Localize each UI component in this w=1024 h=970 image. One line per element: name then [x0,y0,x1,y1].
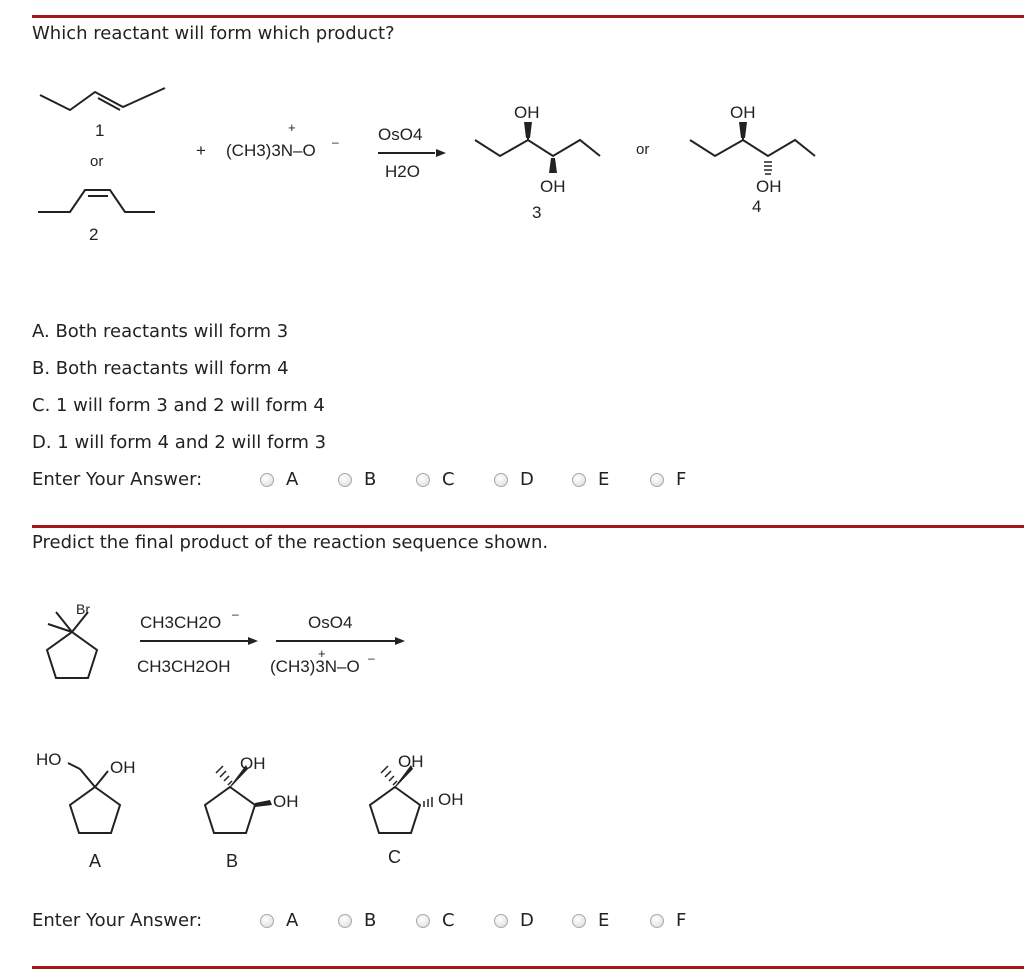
or-products: or [636,141,650,158]
choice-b: B. Both reactants will form 4 [32,358,289,379]
q2-option-a[interactable]: A [260,910,316,931]
reagent-h2o: H2O [385,162,420,181]
radio-button[interactable] [572,914,586,928]
question2-answer-row [32,910,728,931]
svg-text:+: + [288,120,296,135]
question2-divider [32,525,1024,528]
label-4: 4 [752,197,762,216]
radio-button[interactable] [494,914,508,928]
q2-option-b[interactable]: B [338,910,394,931]
choice-d: D. 1 will form 4 and 2 will form 3 [32,432,327,453]
product-a-label: A [89,851,102,871]
product3-oh-bottom: OH [540,177,566,196]
product-a-ho: HO [36,750,62,769]
svg-text:–: – [368,651,375,665]
svg-text:+: + [318,646,326,661]
radio-button[interactable] [572,473,586,487]
question1-title: Which reactant will form which product? [32,23,395,44]
svg-text:–: – [332,135,339,149]
bromine-label: Br [76,601,90,617]
radio-button[interactable] [260,473,274,487]
product3-oh-top: OH [514,103,540,122]
label-3: 3 [532,203,542,222]
step1-reagent-bottom: CH3CH2OH [137,657,231,676]
step1-reagent-top: CH3CH2O [140,613,222,632]
label-1: 1 [95,121,105,140]
question2-product-choices [0,745,1024,875]
radio-button[interactable] [416,473,430,487]
question2-reaction-scheme [0,590,1024,700]
top-divider [32,15,1024,18]
question1-reaction-scheme [0,70,1024,330]
product-b-label: B [226,851,239,871]
product-c-oh2: OH [438,790,464,809]
product-c-label: C [388,847,401,867]
radio-button[interactable] [650,914,664,928]
question2-title: Predict the final product of the reaction sequence shown. [32,532,549,553]
step2-reagent-top: OsO4 [308,613,353,632]
bottom-divider [32,966,1024,969]
q1-option-d[interactable]: D [494,469,550,490]
radio-button[interactable] [416,914,430,928]
question1-answer-row [32,469,728,490]
radio-button[interactable] [338,473,352,487]
reagent-oso4: OsO4 [378,125,423,144]
svg-text:–: – [232,607,239,621]
product-b-oh2: OH [273,792,299,811]
q1-option-b[interactable]: B [338,469,394,490]
choice-c: C. 1 will form 3 and 2 will form 4 [32,395,325,416]
q2-option-c[interactable]: C [416,910,472,931]
q1-option-f[interactable]: F [650,469,706,490]
step2-reagent-bottom: (CH3)3N–O [270,657,360,676]
q1-option-a[interactable]: A [260,469,316,490]
product4-oh-bottom: OH [756,177,782,196]
q2-option-e[interactable]: E [572,910,628,931]
product4-oh-top: OH [730,103,756,122]
product-b-oh1: OH [240,754,266,773]
product-c-oh1: OH [398,752,424,771]
label-2: 2 [89,225,99,244]
answer-label: Enter Your Answer: [32,910,203,931]
or-reactants: or [90,153,104,170]
radio-button[interactable] [650,473,664,487]
choice-a: A. Both reactants will form 3 [32,321,289,342]
plus-sign: + [196,141,206,160]
amine-oxide: (CH3)3N–O [226,141,316,160]
answer-label: Enter Your Answer: [32,469,203,490]
q2-option-f[interactable]: F [650,910,706,931]
q1-option-c[interactable]: C [416,469,472,490]
q2-option-d[interactable]: D [494,910,550,931]
product-a-oh: OH [110,758,136,777]
q1-option-e[interactable]: E [572,469,628,490]
radio-button[interactable] [338,914,352,928]
radio-button[interactable] [260,914,274,928]
radio-button[interactable] [494,473,508,487]
